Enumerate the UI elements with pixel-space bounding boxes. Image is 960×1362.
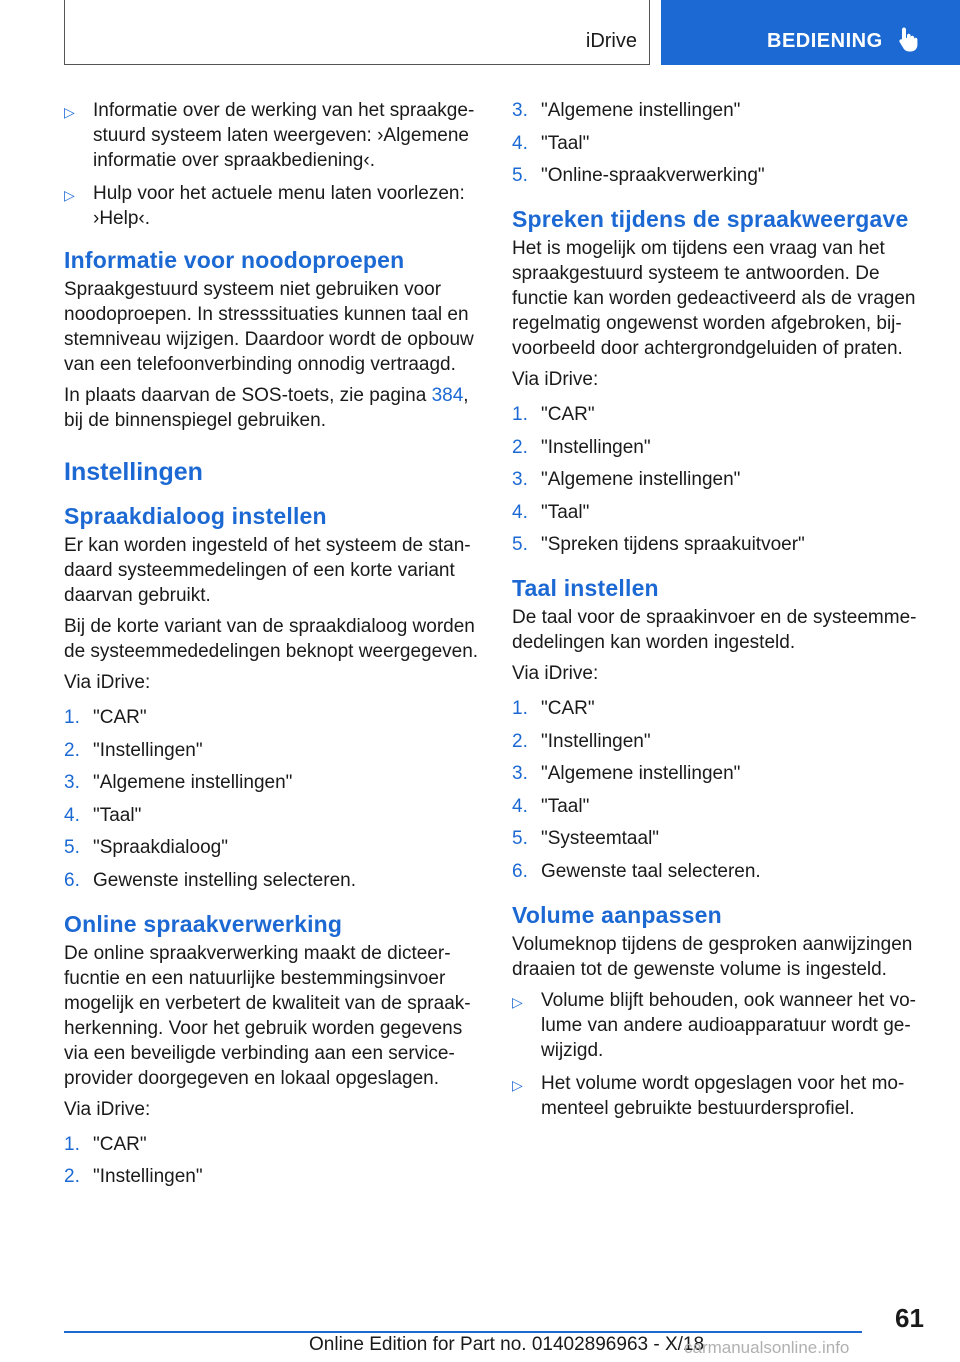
paragraph: Er kan worden ingesteld of het systeem de standaard systeemmedelingen of een korte variant daarvan gebruikt.: [64, 535, 471, 606]
list-item: 1. "CAR": [64, 707, 147, 728]
heading-emergency: Informatie voor noodoproepen: [64, 247, 405, 273]
steps-list: [512, 402, 928, 557]
heading-speak: Spreken tijdens de spraakweergave: [512, 206, 909, 232]
pointing-hand-icon: [898, 26, 920, 52]
list-item: 4. "Taal": [512, 132, 590, 154]
footer-edition: Online Edition for Part no. 01402896963 - X/18: [309, 1334, 705, 1355]
list-item: 5. "Spraakdialoog": [64, 837, 228, 858]
right-column: [512, 98, 928, 1129]
list-item: 2. "Instellingen": [64, 1166, 203, 1187]
list-item: 1. "CAR": [512, 698, 595, 719]
triangle-bullet-icon: ▷: [64, 104, 75, 120]
list-item: 3. "Algemene instellingen": [64, 772, 293, 793]
list-item: 6. Gewenste instelling selecteren.: [64, 869, 356, 891]
heading-dialog: Spraakdialoog instellen: [64, 503, 327, 529]
list-item: 4. "Taal": [64, 804, 142, 826]
paragraph: Het is mogelijk om tijdens een vraag van het spraakgestuurd systeem te antwoorden. De functie kan worden gedeactiveerd als de vragen regelmatig ongewenst worden afgebroken, bijvoorbeeld door achtergrondgeluiden of praten.: [512, 238, 916, 359]
triangle-bullet-icon: ▷: [512, 993, 523, 1010]
section-title: iDrive: [585, 30, 637, 52]
heading-volume: Volume aanpassen: [512, 901, 722, 928]
list-item: 5. "Systeemtaal": [512, 828, 660, 849]
paragraph: Spraakgestuurd systeem niet gebruiken voor noodoproepen. In stresssituaties kunnen taal en stemniveau wijzigen. Daardoor wordt de opbouw van een telefoonverbinding onnodig vertraagd.: [64, 279, 474, 375]
list-item: 1. "CAR": [512, 404, 595, 425]
left-column: [64, 98, 480, 1197]
steps-list: [512, 98, 928, 188]
via-idrive-label: Via iDrive:: [512, 369, 599, 390]
list-item: 2. "Instellingen": [64, 739, 203, 761]
steps-list: [64, 1132, 480, 1190]
header-section-box: [64, 0, 650, 65]
chapter-title: BEDIENING: [767, 30, 883, 52]
paragraph: Volumeknop tijdens de gesproken aanwijzingen draaien tot de gewenste volume is ingesteld.: [512, 933, 913, 980]
paragraph: De online spraakverwerking maakt de dicteerfucntie en een natuurlijke bestemmingsinvoer mogelijk en verbetert de kwaliteit van de spraakherkenning. Voor het gebruik worden gegevens via een beveiligde verbinding aan een serviceprovider doorgegeven en lokaal opgeslagen.: [64, 942, 471, 1089]
list-item: 5. "Online-spraakverwerking": [512, 165, 765, 186]
list-item: 4. "Taal": [512, 795, 590, 817]
bullet-item: ▷ Volume blijft behouden, ook wanneer het volume van andere audioapparatuur wordt gewijzigd.: [512, 989, 916, 1061]
via-idrive-label: Via iDrive:: [64, 1098, 151, 1120]
steps-list: [512, 696, 928, 884]
list-item: 3. "Algemene instellingen": [512, 469, 741, 490]
triangle-bullet-icon: ▷: [512, 1076, 523, 1093]
paragraph: De taal voor de spraakinvoer en de systeemmededelingen kan worden ingesteld.: [512, 607, 917, 653]
via-idrive-label: Via iDrive:: [64, 672, 151, 693]
list-item: 1. "CAR": [64, 1133, 147, 1155]
paragraph: In plaats daarvan de SOS-toets, zie pagina 384, bij de binnenspiegel gebruiken.: [64, 385, 469, 431]
list-item: 5. "Spreken tijdens spraakuitvoer": [512, 534, 805, 555]
heading-language: Taal instellen: [512, 575, 659, 601]
footer-watermark: carmanualsonline.info: [684, 1338, 850, 1357]
list-item: 6. Gewenste taal selecteren.: [512, 860, 761, 882]
list-item: 2. "Instellingen": [512, 436, 651, 458]
via-idrive-label: Via iDrive:: [512, 663, 599, 684]
steps-list: [64, 705, 480, 893]
list-item: 4. "Taal": [512, 501, 590, 523]
paragraph: Bij de korte variant van de spraakdialoog worden de systeemmededelingen beknopt weergegeven.: [64, 616, 479, 662]
heading-online: Online spraakverwerking: [64, 910, 343, 937]
list-item: 3. "Algemene instellingen": [512, 100, 741, 121]
list-item: 3. "Algemene instellingen": [512, 763, 741, 784]
page-number: 61: [895, 1303, 924, 1333]
heading-settings: Instellingen: [64, 458, 203, 486]
triangle-bullet-icon: ▷: [64, 187, 75, 203]
footer-divider: [64, 1331, 862, 1333]
page-reference-link[interactable]: 384: [431, 385, 464, 406]
chapter-tab[interactable]: [661, 0, 960, 65]
bullet-item: ▷ Informatie over de werking van het spraakgestuurd systeem laten weergeven: ›Algemene informatie over spraakbediening‹.: [64, 100, 475, 171]
bullet-item: ▷ Het volume wordt opgeslagen voor het momenteel gebruikte bestuurdersprofiel.: [512, 1072, 905, 1119]
list-item: 2. "Instellingen": [512, 730, 651, 752]
bullet-item: ▷ Hulp voor het actuele menu laten voorlezen: ›Help‹.: [64, 183, 465, 229]
